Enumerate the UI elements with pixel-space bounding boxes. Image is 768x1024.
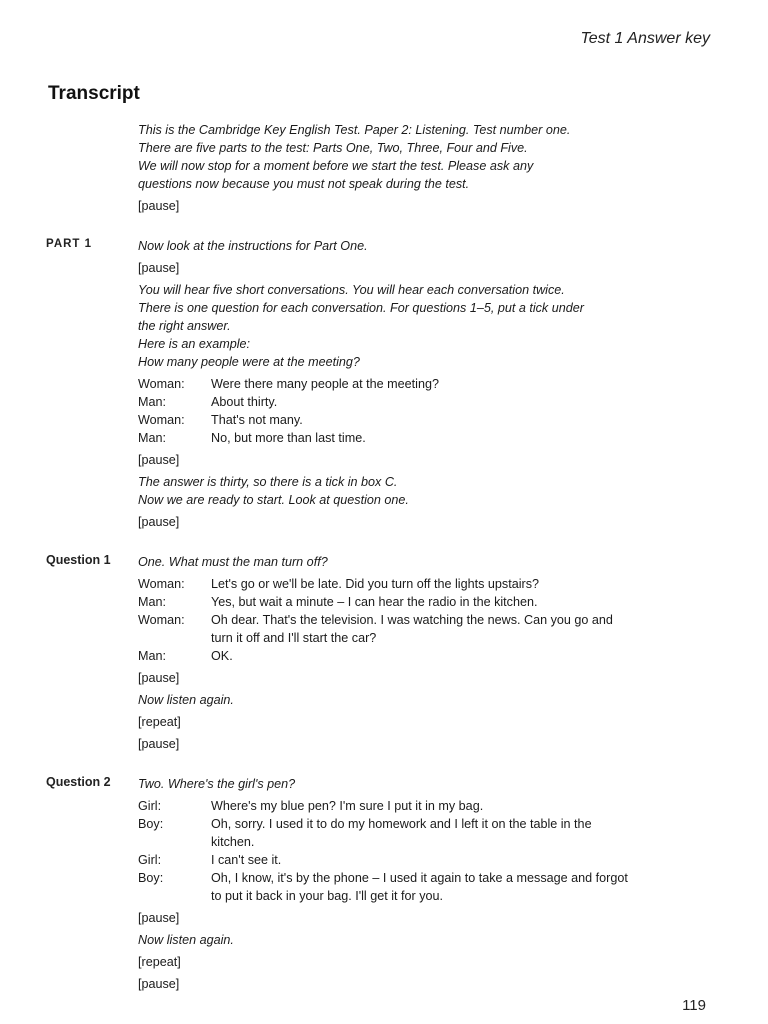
pause-marker: [pause] <box>138 911 180 925</box>
pause-marker: [pause] <box>138 453 180 467</box>
pause-marker: [pause] <box>138 977 180 991</box>
speaker-label: Man: <box>138 595 166 609</box>
description-line: You will hear five short conversations. You will hear each conversation twice. <box>138 283 565 297</box>
description-line: the right answer. <box>138 319 231 333</box>
pause-marker: [pause] <box>138 261 180 275</box>
dialog-row <box>138 393 638 411</box>
dialog-line: Oh dear. That's the television. I was watching the news. Can you go and turn it off and I'll start the car? <box>211 613 613 645</box>
dialog-row <box>138 375 638 393</box>
dialog-line: Let's go or we'll be late. Did you turn off the lights upstairs? <box>211 577 539 591</box>
answer-line: Now we are ready to start. Look at question one. <box>138 493 409 507</box>
dialog-line: I can't see it. <box>211 853 282 867</box>
repeat-marker: [repeat] <box>138 955 181 969</box>
question1-section <box>0 553 768 753</box>
dialog-block <box>138 575 638 665</box>
dialog-line: OK. <box>211 649 233 663</box>
transcript-content <box>0 121 768 993</box>
dialog-row <box>138 611 638 647</box>
pause-marker: [pause] <box>138 515 180 529</box>
instruction-line: Now look at the instructions for Part One. <box>138 239 368 253</box>
dialog-row <box>138 647 638 665</box>
dialog-row <box>138 797 638 815</box>
dialog-row <box>138 869 638 905</box>
question-prompt: One. What must the man turn off? <box>138 555 328 569</box>
speaker-label: Woman: <box>138 577 185 591</box>
intro-line: questions now because you must not speak during the test. <box>138 177 470 191</box>
intro-line: We will now stop for a moment before we start the test. Please ask any <box>138 159 534 173</box>
page-number: 119 <box>682 997 706 1014</box>
dialog-line: Were there many people at the meeting? <box>211 377 439 391</box>
speaker-label: Girl: <box>138 799 162 813</box>
dialog-row <box>138 851 638 869</box>
dialog-line: Oh, I know, it's by the phone – I used it again to take a message and forgot to put it back in your bag. I'll get it for you. <box>211 871 628 903</box>
answer-line: The answer is thirty, so there is a tick in box C. <box>138 475 398 489</box>
dialog-line: About thirty. <box>211 395 278 409</box>
listen-again: Now listen again. <box>138 933 234 947</box>
dialog-block <box>138 375 638 447</box>
running-header: Test 1 Answer key <box>580 30 710 47</box>
description-line: There is one question for each conversation. For questions 1–5, put a tick under <box>138 301 584 315</box>
intro-line: There are five parts to the test: Parts One, Two, Three, Four and Five. <box>138 141 528 155</box>
question-label: Question 1 <box>46 553 111 567</box>
dialog-line: No, but more than last time. <box>211 431 366 445</box>
speaker-label: Man: <box>138 431 166 445</box>
speaker-label: Girl: <box>138 853 162 867</box>
pause-marker: [pause] <box>138 671 180 685</box>
pause-marker: [pause] <box>138 737 180 751</box>
dialog-line: Yes, but wait a minute – I can hear the radio in the kitchen. <box>211 595 538 609</box>
speaker-label: Woman: <box>138 413 185 427</box>
part-label: PART 1 <box>46 238 93 250</box>
speaker-label: Woman: <box>138 377 185 391</box>
speaker-label: Man: <box>138 395 166 409</box>
speaker-label: Man: <box>138 649 166 663</box>
question-label: Question 2 <box>46 775 111 789</box>
dialog-line: That's not many. <box>211 413 303 427</box>
intro-line: This is the Cambridge Key English Test. Paper 2: Listening. Test number one. <box>138 123 571 137</box>
pause-marker: [pause] <box>138 199 180 213</box>
speaker-label: Boy: <box>138 871 164 885</box>
page-title: Transcript <box>48 83 140 104</box>
speaker-label: Boy: <box>138 817 164 831</box>
dialog-block <box>138 797 638 905</box>
dialog-row <box>138 411 638 429</box>
part1-section <box>0 237 768 531</box>
description-line: How many people were at the meeting? <box>138 355 360 369</box>
dialog-row <box>138 815 638 851</box>
listen-again: Now listen again. <box>138 693 234 707</box>
repeat-marker: [repeat] <box>138 715 181 729</box>
question-prompt: Two. Where's the girl's pen? <box>138 777 296 791</box>
dialog-row <box>138 593 638 611</box>
dialog-row <box>138 575 638 593</box>
question2-section <box>0 775 768 993</box>
dialog-row <box>138 429 638 447</box>
speaker-label: Woman: <box>138 613 185 627</box>
description-line: Here is an example: <box>138 337 250 351</box>
dialog-line: Oh, sorry. I used it to do my homework and I left it on the table in the kitchen. <box>211 817 592 849</box>
intro-section <box>0 121 768 215</box>
dialog-line: Where's my blue pen? I'm sure I put it in my bag. <box>211 799 484 813</box>
